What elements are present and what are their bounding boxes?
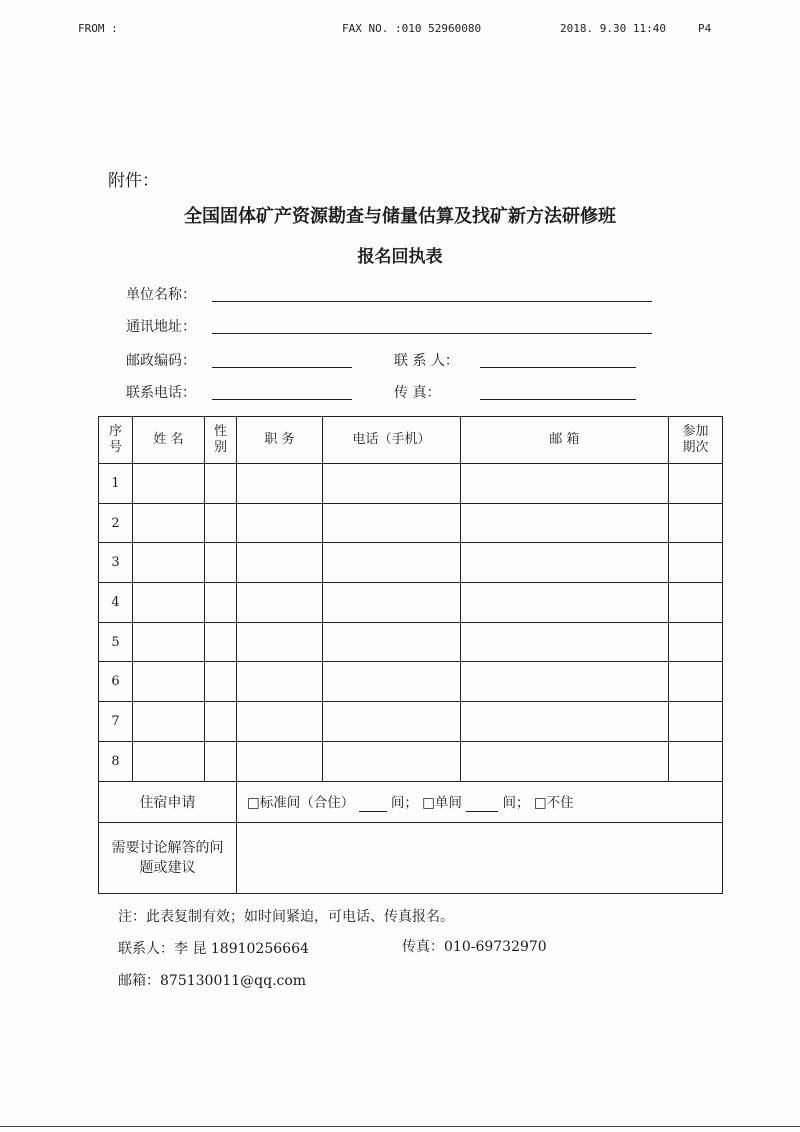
cell-name[interactable]: [133, 702, 205, 742]
cell-sessions[interactable]: [669, 741, 723, 781]
fax-header: [0, 22, 800, 38]
discussion-row: [99, 822, 723, 893]
row-number: 2: [99, 503, 133, 543]
standard-count-input[interactable]: [359, 795, 387, 812]
lodging-standard-checkbox[interactable]: □标准间（合住）: [247, 795, 355, 811]
cell-position[interactable]: [237, 583, 323, 623]
lodging-label: 住宿申请: [99, 781, 237, 822]
lodging-none-checkbox[interactable]: □不住: [533, 795, 574, 811]
row-number: 4: [99, 583, 133, 623]
phone-input-line[interactable]: [212, 399, 352, 400]
fax-info: 传真：010-69732970: [402, 939, 547, 955]
cell-gender[interactable]: [205, 702, 237, 742]
form-subtitle: 报名回执表: [357, 247, 443, 267]
cell-gender[interactable]: [205, 503, 237, 543]
cell-gender[interactable]: [205, 464, 237, 504]
cell-position[interactable]: [237, 622, 323, 662]
cell-gender[interactable]: [205, 543, 237, 583]
table-row: [99, 583, 723, 623]
fax-datetime: 2018. 9.30 11:40: [560, 22, 666, 35]
postcode-label: 邮政编码：: [126, 353, 196, 369]
cell-gender[interactable]: [205, 741, 237, 781]
cell-phone[interactable]: [323, 662, 461, 702]
address-field: [126, 316, 656, 336]
cell-name[interactable]: [133, 662, 205, 702]
cell-name[interactable]: [133, 464, 205, 504]
cell-sessions[interactable]: [669, 702, 723, 742]
header-name: 姓 名: [133, 417, 205, 464]
table-header-row: [99, 417, 723, 464]
row-number: 1: [99, 464, 133, 504]
fax-number: FAX NO. :010 52960080: [342, 22, 482, 35]
fax-field: [394, 382, 638, 402]
cell-phone[interactable]: [323, 543, 461, 583]
cell-position[interactable]: [237, 662, 323, 702]
cell-name[interactable]: [133, 583, 205, 623]
fax-page-number: P4: [698, 22, 712, 35]
unit-name-field: [126, 284, 656, 304]
header-position: 职 务: [237, 417, 323, 464]
row-number: 6: [99, 662, 133, 702]
table-row: [99, 741, 723, 781]
note-text: 注：此表复制有效；如时间紧迫，可电话、传真报名。: [118, 909, 454, 925]
contact-field: [394, 350, 638, 370]
cell-gender[interactable]: [205, 583, 237, 623]
cell-email[interactable]: [461, 702, 669, 742]
table-row: [99, 622, 723, 662]
table-row: [99, 503, 723, 543]
header-phone: 电话（手机）: [323, 417, 461, 464]
cell-name[interactable]: [133, 503, 205, 543]
discussion-input[interactable]: [237, 822, 723, 893]
cell-phone[interactable]: [323, 702, 461, 742]
row-number: 3: [99, 543, 133, 583]
cell-email[interactable]: [461, 543, 669, 583]
discussion-label: 需要讨论解答的问题或建议: [99, 822, 237, 893]
cell-phone[interactable]: [323, 583, 461, 623]
cell-sessions[interactable]: [669, 464, 723, 504]
phone-field: [126, 382, 356, 402]
cell-sessions[interactable]: [669, 503, 723, 543]
single-count-input[interactable]: [466, 795, 498, 812]
postcode-input-line[interactable]: [212, 367, 352, 368]
cell-position[interactable]: [237, 543, 323, 583]
lodging-single-checkbox[interactable]: □单间: [422, 795, 462, 811]
postcode-field: [126, 350, 356, 370]
row-number: 8: [99, 741, 133, 781]
unit-name-label: 单位名称：: [126, 287, 196, 303]
contact-person: [118, 938, 309, 958]
lodging-unit-2: 间；: [502, 795, 530, 811]
contact-label: 联 系 人：: [394, 353, 459, 369]
cell-gender[interactable]: [205, 662, 237, 702]
lodging-row: [99, 781, 723, 822]
cell-gender[interactable]: [205, 622, 237, 662]
address-input-line[interactable]: [212, 333, 652, 334]
cell-email[interactable]: [461, 622, 669, 662]
page-bottom-edge: [0, 1126, 800, 1127]
lodging-unit-1: 间；: [390, 795, 418, 811]
phone-label: 联系电话：: [126, 385, 196, 401]
cell-phone[interactable]: [323, 622, 461, 662]
contact-input-line[interactable]: [480, 367, 636, 368]
row-number: 5: [99, 622, 133, 662]
table-row: [99, 662, 723, 702]
cell-email[interactable]: [461, 464, 669, 504]
fax-from: FROM :: [78, 22, 118, 35]
cell-sessions[interactable]: [669, 622, 723, 662]
cell-email[interactable]: [461, 583, 669, 623]
lodging-options: [237, 781, 723, 822]
fax-label: 传 真：: [394, 385, 441, 401]
attachment-label: 附件：: [108, 171, 159, 191]
cell-name[interactable]: [133, 543, 205, 583]
cell-position[interactable]: [237, 464, 323, 504]
form-title: 全国固体矿产资源勘查与储量估算及找矿新方法研修班: [184, 206, 616, 227]
cell-name[interactable]: [133, 741, 205, 781]
address-label: 通讯地址：: [126, 319, 196, 335]
cell-position[interactable]: [237, 702, 323, 742]
cell-sessions[interactable]: [669, 543, 723, 583]
cell-email[interactable]: [461, 503, 669, 543]
email-info: 邮箱：875130011@qq.com: [118, 973, 307, 989]
table-row: [99, 702, 723, 742]
cell-email[interactable]: [461, 741, 669, 781]
header-seq: 序号: [99, 417, 133, 464]
cell-sessions[interactable]: [669, 662, 723, 702]
registration-table: [98, 416, 723, 894]
cell-position[interactable]: [237, 741, 323, 781]
cell-position[interactable]: [237, 503, 323, 543]
cell-sessions[interactable]: [669, 583, 723, 623]
cell-phone[interactable]: [323, 741, 461, 781]
table-row: [99, 464, 723, 504]
table-row: [99, 543, 723, 583]
unit-name-input-line[interactable]: [212, 301, 652, 302]
contact-person-text: 联系人：李 昆 18910256664: [118, 941, 309, 957]
cell-email[interactable]: [461, 662, 669, 702]
cell-phone[interactable]: [323, 464, 461, 504]
header-email: 邮 箱: [461, 417, 669, 464]
cell-name[interactable]: [133, 622, 205, 662]
fax-input-line[interactable]: [480, 399, 636, 400]
header-sessions: 参加期次: [669, 417, 723, 464]
header-gender: 性别: [205, 417, 237, 464]
row-number: 7: [99, 702, 133, 742]
cell-phone[interactable]: [323, 503, 461, 543]
